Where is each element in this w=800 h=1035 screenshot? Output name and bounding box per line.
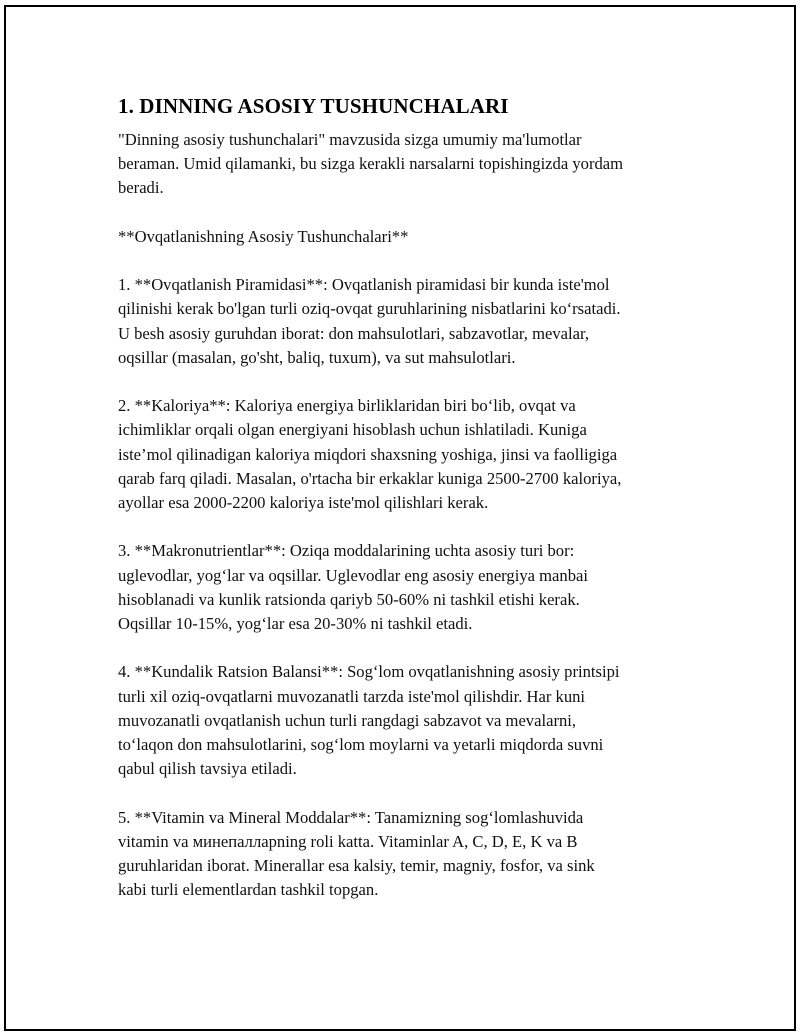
paragraph-item-2 <box>118 394 698 515</box>
text-line: beraman. Umid qilamanki, bu sizga kerakli narsalarni topishingizda yordam <box>118 154 624 174</box>
text-line: muvozanatli ovqatlanish uchun turli rangdagi sabzavot va mevalarni, <box>118 710 577 730</box>
text-line: **Ovqatlanishning Asosiy Tushunchalari** <box>118 226 409 246</box>
text-line: 3. **Makronutrientlar**: Oziqa moddalarining uchta asosiy turi bor: <box>118 541 575 561</box>
text-line: ayollar esa 2000-2200 kaloriya iste'mol qilishlari kerak. <box>118 493 489 512</box>
text-line: 2. **Kaloriya**: Kaloriya energiya birliklaridan biri bo‘lib, ovqat va <box>118 396 576 416</box>
text-line: uglevodlar, yog‘lar va oqsillar. Uglevodlar eng asosiy energiya manbai <box>118 565 588 585</box>
text-line: qabul qilish tavsiya etiladi. <box>118 759 297 779</box>
text-line: 1. **Ovqatlanish Piramidasi**: Ovqatlanish piramidasi bir kunda iste'mol <box>118 275 610 295</box>
text-line: qilinishi kerak bo'lgan turli oziq-ovqat guruhlarining nisbatlarini ko‘rsatadi. <box>118 299 621 319</box>
paragraph-item-5 <box>118 806 698 903</box>
text-line: U besh asosiy guruhdan iborat: don mahsulotlari, sabzavotlar, mevalar, <box>118 323 590 343</box>
text-line: vitamin va минепалларning roli katta. Vitaminlar A, C, D, E, K va B <box>118 831 578 851</box>
paragraph-intro <box>118 128 698 201</box>
text-line: Oqsillar 10-15%, yog‘lar esa 20-30% ni tashkil etadi. <box>118 614 473 633</box>
text-line: qarab farq qiladi. Masalan, o'rtacha bir erkaklar kuniga 2500-2700 kaloriya, <box>118 468 622 488</box>
paragraph-item-3 <box>118 539 698 636</box>
document-body <box>118 92 698 927</box>
text-line: to‘laqon don mahsulotlarini, sog‘lom moylarni va yetarli miqdorda suvni <box>118 735 604 754</box>
document-title: 1. DINNING ASOSIY TUSHUNCHALARI <box>118 94 509 118</box>
text-line: 4. **Kundalik Ratsion Balansi**: Sog‘lom ovqatlanishning asosiy printsipi <box>118 662 620 682</box>
text-line: turli xil oziq-ovqatlarni muvozanatli tarzda iste'mol qilishdir. Har kuni <box>118 686 586 706</box>
paragraph-item-4 <box>118 660 698 781</box>
text-line: hisoblanadi va kunlik ratsionda qariyb 50-60% ni tashkil etishi kerak. <box>118 589 580 609</box>
text-line: ichimliklar orqali olgan energiyani hisoblash uchun ishlatiladi. Kuniga <box>118 420 587 440</box>
text-line: 5. **Vitamin va Mineral Moddalar**: Tanamizning sog‘lomlashuvida <box>118 807 584 827</box>
text-line: iste’mol qilinadigan kaloriya miqdori shaxsning yoshiga, jinsi va faolligiga <box>118 444 618 464</box>
paragraph-item-1 <box>118 273 698 370</box>
paragraph-section-heading <box>118 225 698 249</box>
text-line: kabi turli elementlardan tashkil topgan. <box>118 880 379 900</box>
text-line: beradi. <box>118 178 164 198</box>
text-line: "Dinning asosiy tushunchalari" mavzusida sizga umumiy ma'lumotlar <box>118 130 582 149</box>
text-line: guruhlaridan iborat. Minerallar esa kalsiy, temir, magniy, fosfor, va sink <box>118 856 595 875</box>
text-line: oqsillar (masalan, go'sht, baliq, tuxum), va sut mahsulotlari. <box>118 347 516 367</box>
